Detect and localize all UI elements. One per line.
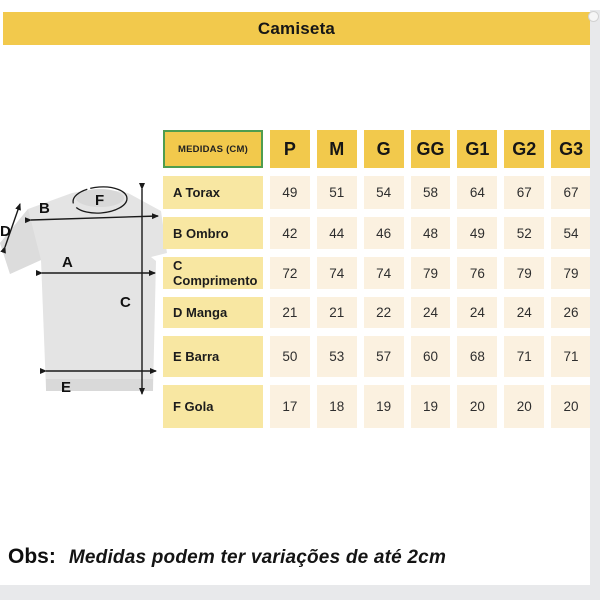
size-cell: 53 [317,336,357,377]
size-cell: 24 [504,297,544,328]
row-label-ombro: B Ombro [163,217,263,249]
size-cell: 67 [504,176,544,209]
size-cell: 54 [364,176,404,209]
size-cell: 60 [411,336,451,377]
size-cell: 19 [411,385,451,428]
measure-label-e: E [61,379,72,396]
size-cell: 49 [270,176,310,209]
row-label-manga: D Manga [163,297,263,328]
size-cell: 21 [270,297,310,328]
size-cell: 20 [504,385,544,428]
size-cell: 21 [317,297,357,328]
row-label-gola: F Gola [163,385,263,428]
column-header-g3: G3 [551,130,591,168]
column-header-g2: G2 [504,130,544,168]
measure-label-a: A [62,254,73,271]
size-cell: 64 [457,176,497,209]
column-header-g: G [364,130,404,168]
row-label-torax: A Torax [163,176,263,209]
size-cell: 79 [551,257,591,289]
size-cell: 72 [270,257,310,289]
size-cell: 24 [411,297,451,328]
size-cell: 20 [457,385,497,428]
column-header-g1: G1 [457,130,497,168]
obs-label: Obs: [8,545,56,568]
right-edge-strip [590,10,600,600]
observation-note [8,545,446,569]
size-cell: 44 [317,217,357,249]
scrollbar-artifact-circle [588,11,599,22]
column-header-p: P [270,130,310,168]
size-cell: 20 [551,385,591,428]
size-cell: 67 [551,176,591,209]
medidas-header: MEDIDAS (CM) [163,130,263,168]
size-cell: 79 [411,257,451,289]
size-cell: 57 [364,336,404,377]
size-cell: 18 [317,385,357,428]
size-cell: 24 [457,297,497,328]
size-cell: 52 [504,217,544,249]
size-cell: 26 [551,297,591,328]
row-label-barra: E Barra [163,336,263,377]
page-title-banner [3,12,590,45]
measure-label-c: C [120,294,131,311]
tshirt-measurement-diagram [0,183,178,401]
size-cell: 74 [364,257,404,289]
size-cell: 48 [411,217,451,249]
page-title: Camiseta [257,18,336,38]
row-label-comprimento: C Comprimento [163,257,263,289]
size-cell: 42 [270,217,310,249]
bottom-edge-strip [0,585,600,600]
column-header-m: M [317,130,357,168]
size-cell: 74 [317,257,357,289]
size-cell: 68 [457,336,497,377]
size-cell: 50 [270,336,310,377]
size-cell: 19 [364,385,404,428]
measure-label-b: B [39,200,50,217]
size-cell: 17 [270,385,310,428]
size-cell: 71 [504,336,544,377]
measure-label-f: F [95,192,105,209]
obs-text: Medidas podem ter variações de até 2cm [68,547,447,568]
size-cell: 54 [551,217,591,249]
column-header-gg: GG [411,130,451,168]
size-cell: 71 [551,336,591,377]
size-cell: 51 [317,176,357,209]
size-cell: 79 [504,257,544,289]
size-cell: 22 [364,297,404,328]
size-cell: 76 [457,257,497,289]
measure-label-d: D [0,223,11,240]
size-cell: 49 [457,217,497,249]
size-cell: 46 [364,217,404,249]
size-cell: 58 [411,176,451,209]
size-table [163,130,591,428]
